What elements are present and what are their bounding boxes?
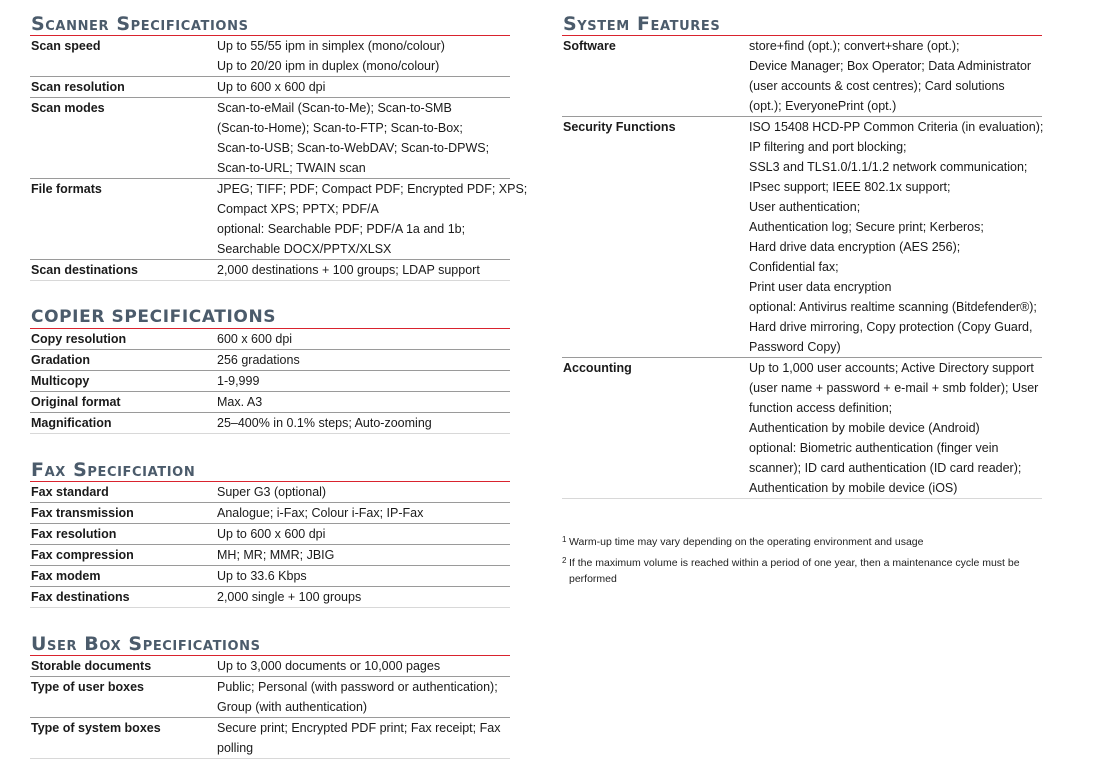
spec-value [217, 350, 510, 370]
spec-value-line: optional: Searchable PDF; PDF/A 1a and 1b; [217, 222, 466, 236]
footnote-mark: 1 [562, 535, 567, 544]
spec-value-line: Scan-to-URL; TWAIN scan [217, 161, 366, 175]
spec-value-line: Analogue; i-Fax; Colour i-Fax; IP-Fax [217, 506, 424, 520]
spec-value [749, 36, 1042, 116]
spec-value [217, 392, 510, 412]
section-title: System Features [562, 13, 1042, 36]
spec-row [30, 718, 510, 759]
spec-value-line: 2,000 destinations + 100 groups; LDAP support [217, 263, 480, 277]
spec-label: Fax destinations [31, 590, 130, 604]
spec-value-line: Public; Personal (with password or authentication); [217, 680, 498, 694]
spec-value-line: (Scan-to-Home); Scan-to-FTP; Scan-to-Box; [217, 121, 463, 135]
spec-table [562, 36, 1042, 499]
spec-value-line: MH; MR; MMR; JBIG [217, 548, 335, 562]
spec-value [217, 260, 510, 280]
section-scanner-specifications [30, 13, 528, 281]
spec-row [30, 677, 510, 718]
spec-row [30, 77, 510, 98]
spec-value-line: 2,000 single + 100 groups [217, 590, 362, 604]
spec-value-line: Password Copy) [749, 340, 841, 354]
spec-label: File formats [31, 182, 102, 196]
spec-value-line: 600 x 600 dpi [217, 332, 293, 346]
spec-value-line: IP filtering and port blocking; [749, 140, 907, 154]
spec-value-line: store+find (opt.); convert+share (opt.); [749, 39, 960, 53]
spec-value [217, 413, 510, 433]
footnote-mark: 2 [562, 556, 567, 565]
spec-row [30, 98, 510, 179]
spec-value-line: Hard drive data encryption (AES 256); [749, 240, 961, 254]
spec-label: Software [563, 39, 616, 53]
spec-value-line: SSL3 and TLS1.0/1.1/1.2 network communication; [749, 160, 1028, 174]
spec-row [30, 260, 510, 281]
spec-value [217, 36, 510, 76]
spec-value-line: Print user data encryption [749, 280, 892, 294]
spec-row [30, 566, 510, 587]
spec-value [217, 329, 510, 349]
spec-row [30, 350, 510, 371]
spec-label: Gradation [31, 353, 91, 367]
section-user-box-specifications [30, 633, 510, 759]
spec-value-line: optional: Antivirus realtime scanning (Bitdefender®); [749, 300, 1037, 314]
spec-row [30, 329, 510, 350]
spec-value-line: Confidential fax; [749, 260, 839, 274]
spec-value-line: 256 gradations [217, 353, 300, 367]
spec-label: Security Functions [563, 120, 676, 134]
spec-row [30, 587, 510, 608]
spec-row [30, 503, 510, 524]
spec-label: Multicopy [31, 374, 90, 388]
footnotes [562, 534, 1042, 592]
spec-value-line: Device Manager; Box Operator; Data Administrator [749, 59, 1032, 73]
spec-row [30, 524, 510, 545]
spec-row [562, 358, 1042, 499]
spec-row [30, 656, 510, 677]
spec-label: Fax resolution [31, 527, 117, 541]
spec-label: Type of system boxes [31, 721, 161, 735]
spec-value-line: (opt.); EveryonePrint (opt.) [749, 99, 897, 113]
spec-row [562, 36, 1042, 117]
spec-value-line: Authentication by mobile device (Android) [749, 421, 980, 435]
spec-row [562, 117, 1042, 358]
spec-label: Accounting [563, 361, 632, 375]
spec-value [217, 718, 510, 758]
spec-value [749, 358, 1042, 498]
spec-value-line: 1-9,999 [217, 374, 260, 388]
section-title: User Box Specifications [30, 633, 510, 656]
spec-row [30, 36, 510, 77]
section-fax-specification [30, 459, 510, 608]
spec-value-line: (user accounts & cost centres); Card solutions [749, 79, 1005, 93]
spec-row [30, 413, 510, 434]
spec-table [30, 656, 510, 759]
spec-label: Fax modem [31, 569, 101, 583]
spec-value-line: Up to 33.6 Kbps [217, 569, 307, 583]
spec-value [217, 677, 510, 717]
section-title: Fax Specifciation [30, 459, 510, 482]
spec-value [217, 179, 527, 259]
spec-value [217, 656, 510, 676]
footnote-text: If the maximum volume is reached within a period of one year, then a maintenance cycle must be performed [569, 557, 1020, 585]
spec-label: Fax standard [31, 485, 109, 499]
spec-value-line: Up to 600 x 600 dpi [217, 80, 326, 94]
spec-value-line: Authentication by mobile device (iOS) [749, 481, 958, 495]
spec-label: Magnification [31, 416, 112, 430]
spec-label: Copy resolution [31, 332, 127, 346]
spec-value [217, 545, 510, 565]
section-title: Scanner Specifications [30, 13, 510, 36]
spec-row [30, 179, 528, 260]
spec-value [217, 566, 510, 586]
spec-row [30, 392, 510, 413]
spec-value-line: Up to 3,000 documents or 10,000 pages [217, 659, 441, 673]
spec-value-line: Compact XPS; PPTX; PDF/A [217, 202, 379, 216]
footnote-text: Warm-up time may vary depending on the operating environment and usage [569, 536, 924, 548]
section-title: COPIER SPECIFICATIONS [30, 306, 510, 329]
spec-value-line: Up to 55/55 ipm in simplex (mono/colour) [217, 39, 445, 53]
spec-value-line: Group (with authentication) [217, 700, 368, 714]
spec-label: Scan speed [31, 39, 101, 53]
spec-value-line: 25–400% in 0.1% steps; Auto-zooming [217, 416, 432, 430]
spec-value-line: function access definition; [749, 401, 893, 415]
spec-value [217, 371, 510, 391]
spec-table [30, 482, 510, 608]
spec-value [217, 524, 510, 544]
footnote-2 [562, 555, 1042, 587]
spec-label: Scan resolution [31, 80, 125, 94]
spec-value-line: ISO 15408 HCD-PP Common Criteria (in evaluation); [749, 120, 1044, 134]
spec-value-line: (user name + password + e-mail + smb folder); User [749, 381, 1039, 395]
spec-value-line: JPEG; TIFF; PDF; Compact PDF; Encrypted PDF; XPS; [217, 182, 528, 196]
spec-label: Scan destinations [31, 263, 138, 277]
spec-value [217, 98, 510, 178]
spec-table [30, 36, 528, 281]
spec-label: Storable documents [31, 659, 152, 673]
spec-value-line: optional: Biometric authentication (finger vein [749, 441, 999, 455]
section-copier-specifications [30, 306, 510, 434]
spec-value-line: IPsec support; IEEE 802.1x support; [749, 180, 951, 194]
spec-value-line: Scan-to-USB; Scan-to-WebDAV; Scan-to-DPWS; [217, 141, 490, 155]
spec-value [749, 117, 1043, 357]
spec-row [30, 545, 510, 566]
spec-label: Original format [31, 395, 121, 409]
spec-value-line: Hard drive mirroring, Copy protection (Copy Guard, [749, 320, 1033, 334]
spec-value-line: Max. A3 [217, 395, 263, 409]
spec-value [217, 77, 510, 97]
spec-value-line: Up to 1,000 user accounts; Active Directory support [749, 361, 1034, 375]
spec-label: Fax transmission [31, 506, 134, 520]
spec-value [217, 503, 510, 523]
spec-value-line: Super G3 (optional) [217, 485, 327, 499]
spec-label: Type of user boxes [31, 680, 144, 694]
spec-value [217, 482, 510, 502]
spec-table [30, 329, 510, 434]
spec-value-line: Up to 20/20 ipm in duplex (mono/colour) [217, 59, 440, 73]
spec-row [30, 482, 510, 503]
spec-value-line: scanner); ID card authentication (ID card reader); [749, 461, 1022, 475]
section-system-features [562, 13, 1042, 499]
spec-label: Fax compression [31, 548, 134, 562]
spec-value-line: Authentication log; Secure print; Kerberos; [749, 220, 984, 234]
spec-value-line: Searchable DOCX/PPTX/XLSX [217, 242, 392, 256]
spec-value-line: Scan-to-eMail (Scan-to-Me); Scan-to-SMB [217, 101, 452, 115]
spec-label: Scan modes [31, 101, 105, 115]
spec-row [30, 371, 510, 392]
spec-value-line: User authentication; [749, 200, 861, 214]
footnote-1 [562, 534, 1042, 550]
spec-value-line: Secure print; Encrypted PDF print; Fax receipt; Fax [217, 721, 501, 735]
spec-value-line: Up to 600 x 600 dpi [217, 527, 326, 541]
spec-value-line: polling [217, 741, 254, 755]
spec-value [217, 587, 510, 607]
